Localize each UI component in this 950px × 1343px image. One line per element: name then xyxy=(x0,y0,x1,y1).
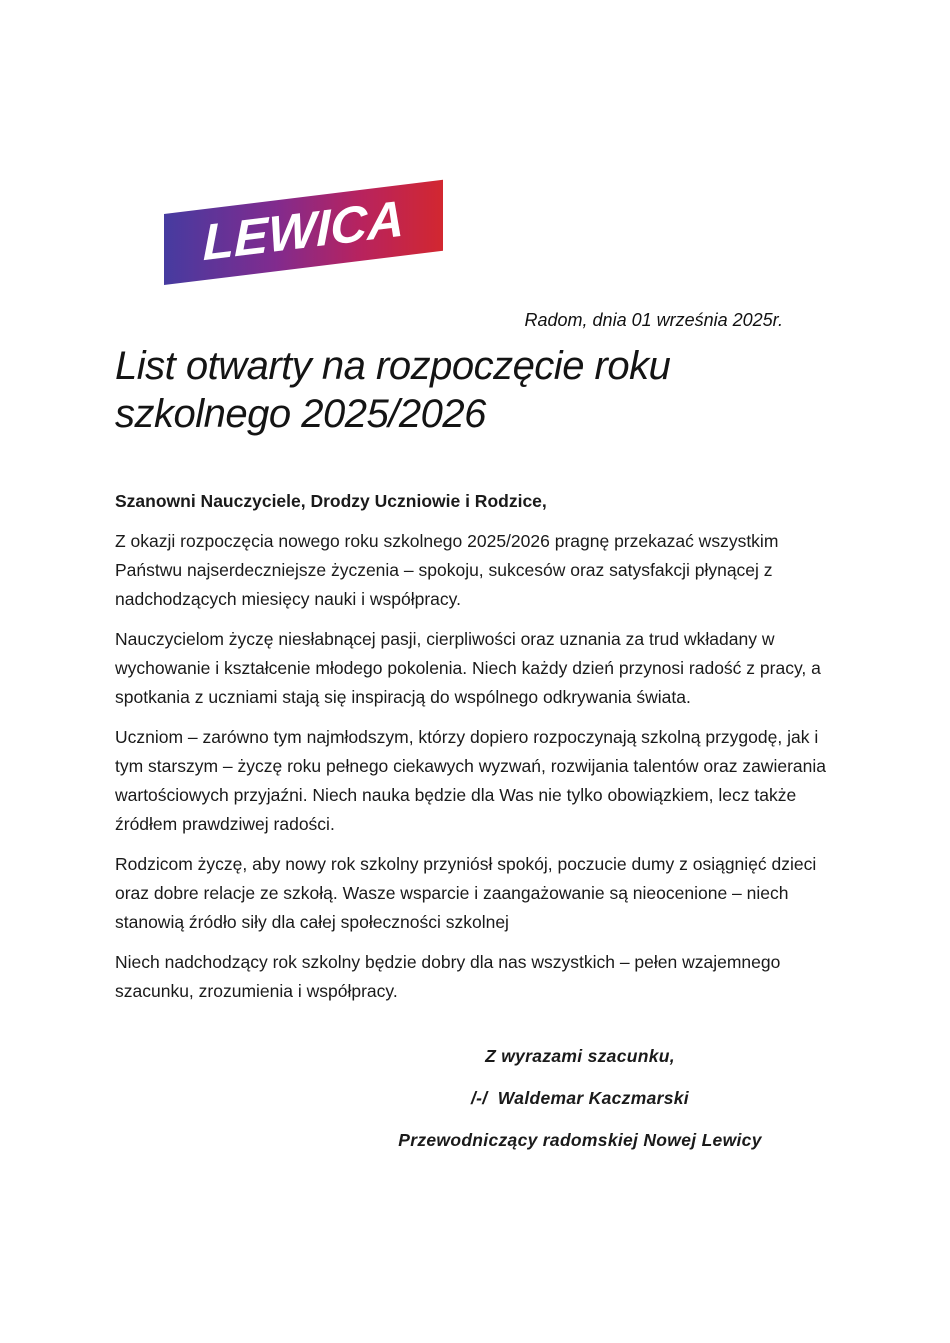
letter-title: List otwarty na rozpoczęcie roku szkolnego 2025/2026 xyxy=(115,344,671,436)
paragraph-teachers: Nauczycielom życzę niesłabnącej pasji, cierpliwości oraz uznania za trud wkładany w wychowanie i kształcenie młodego pokolenia. Niech każdy dzień przynosi radość z pracy, a spotkania z uczniami stają się inspiracją do wspólnego odkrywania świata. xyxy=(115,629,821,707)
greeting-line: Szanowni Nauczyciele, Drodzy Uczniowie i Rodzice, xyxy=(115,491,547,511)
paragraph-closing-wish: Niech nadchodzący rok szkolny będzie dobry dla nas wszystkich – pełen wzajemnego szacunku, zrozumienia i współpracy. xyxy=(115,952,781,1001)
signature-block xyxy=(325,1042,835,1155)
paragraph-students: Uczniom – zarówno tym najmłodszym, którzy dopiero rozpoczynają szkolną przygodę, jak i tym starszym – życzę roku pełnego ciekawych wyzwań, rozwijania talentów oraz zawierania wartościowych przyjaźni. Niech nauka będzie dla Was nie tylko obowiązkiem, lecz także źródłem prawdziwej radości. xyxy=(115,727,826,834)
lewica-logo xyxy=(164,180,443,285)
paragraph-wishes-general: Z okazji rozpoczęcia nowego roku szkolnego 2025/2026 pragnę przekazać wszystkim Państwu najserdeczniejsze życzenia – spokoju, sukcesów oraz satysfakcji płynącej z nadchodzących miesięcy nauki i współpracy. xyxy=(115,531,779,609)
lewica-logo-text: LEWICA xyxy=(202,189,405,272)
letter-content xyxy=(115,308,843,1155)
signature-title: Przewodniczący radomskiej Nowej Lewicy xyxy=(398,1130,762,1150)
signature-name: /-/ Waldemar Kaczmarski xyxy=(471,1088,689,1108)
closing-salutation: Z wyrazami szacunku, xyxy=(485,1046,675,1066)
dateline: Radom, dnia 01 września 2025r. xyxy=(524,310,783,330)
paragraph-parents: Rodzicom życzę, aby nowy rok szkolny przyniósł spokój, poczucie dumy z osiągnięć dzieci oraz dobre relacje ze szkołą. Wasze wsparcie i zaangażowanie są nieocenione – niech stanowią źródło siły dla całej społeczności szkolnej xyxy=(115,854,817,932)
